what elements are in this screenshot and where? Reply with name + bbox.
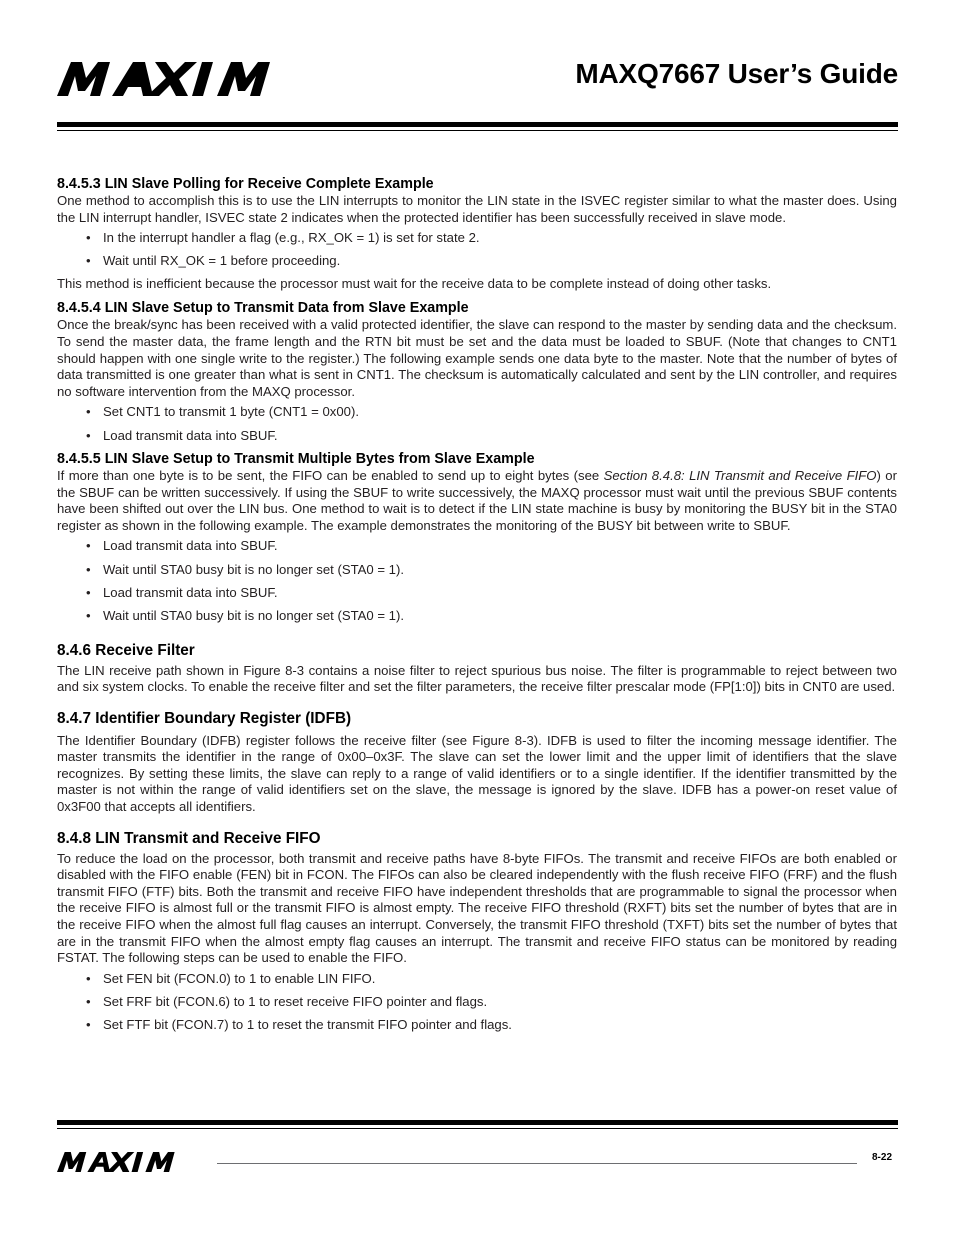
list-item-text: Wait until STA0 busy bit is no longer set (STA0 = 1).: [103, 561, 405, 577]
bullet-list: [57, 400, 897, 447]
section-heading-8-4-5-4: 8.4.5.4 LIN Slave Setup to Transmit Data from Slave Example: [57, 300, 469, 317]
list-item: [57, 1013, 897, 1036]
page-number: 8-22: [871, 1152, 892, 1163]
list-item-text: Load transmit data into SBUF.: [103, 427, 278, 443]
section-heading-8-4-6: 8.4.6 Receive Filter: [57, 641, 195, 659]
paragraph: [57, 468, 897, 534]
page-header: [57, 52, 898, 132]
footer-rule-thin: [57, 1128, 898, 1129]
section-heading-8-4-5-5: 8.4.5.5 LIN Slave Setup to Transmit Multiple Bytes from Slave Example: [57, 450, 535, 467]
footer-line: [217, 1163, 857, 1164]
page-footer: [57, 1120, 898, 1180]
list-item: [57, 424, 897, 447]
header-rule-thick: [57, 122, 898, 127]
paragraph-text: If more than one byte is to be sent, the FIFO can be enabled to send up to eight bytes (see: [57, 467, 604, 483]
section-heading-8-4-8: 8.4.8 LIN Transmit and Receive FIFO: [57, 829, 321, 847]
header-rule-thin: [57, 130, 898, 131]
paragraph: Once the break/sync has been received with a valid protected identifier, the slave can respond to the master by sending data and the checksum. To send the master data, the frame length and the RTN bit must be set and the data must be loaded to SBUF. (Note that changes to CNT1 should happen with one single write to the register.) The following example sends one data byte to the master. Note that the number of bytes of data transmitted is one greater than what is sent in CNT1. The checksum is automatically calculated and sent by the LIN controller, and requires no software intervention from the MAXQ processor.: [57, 317, 897, 399]
list-item: [57, 558, 897, 581]
list-item-text: Load transmit data into SBUF.: [103, 584, 278, 600]
list-item-text: Set FEN bit (FCON.0) to 1 to enable LIN FIFO.: [103, 970, 376, 986]
list-item: [57, 967, 897, 990]
page-content: [57, 176, 897, 1037]
list-item: [57, 226, 897, 249]
maxim-logo: [57, 62, 325, 96]
bullet-glyph: •: [86, 404, 91, 420]
bullet-glyph: •: [86, 427, 91, 443]
bullet-glyph: •: [86, 1017, 91, 1033]
section-reference: Section 8.4.8: LIN Transmit and Receive FIFO: [603, 467, 877, 483]
maxim-logo-footer: [57, 1152, 205, 1172]
bullet-glyph: •: [86, 608, 91, 624]
bullet-glyph: •: [86, 538, 91, 554]
list-item: [57, 604, 897, 627]
bullet-glyph: •: [86, 584, 91, 600]
list-item: [57, 581, 897, 604]
paragraph: One method to accomplish this is to use the LIN interrupts to monitor the LIN state in the ISVEC register similar to what the master does. Using the LIN interrupt handler, ISVEC state 2 indicates when the protected identifier has been successfully received in slave mode.: [57, 193, 897, 225]
paragraph: This method is inefficient because the processor must wait for the receive data to be complete instead of doing other tasks.: [57, 275, 772, 291]
list-item-text: Set FTF bit (FCON.7) to 1 to reset the transmit FIFO pointer and flags.: [103, 1017, 512, 1033]
list-item: [57, 400, 897, 423]
bullet-glyph: •: [86, 970, 91, 986]
list-item: [57, 249, 897, 272]
bullet-list: [57, 226, 897, 273]
bullet-list: [57, 534, 897, 627]
list-item-text: Set CNT1 to transmit 1 byte (CNT1 = 0x00).: [103, 404, 359, 420]
paragraph: To reduce the load on the processor, both transmit and receive paths have 8-byte FIFOs. The transmit and receive FIFOs are both enabled or disabled with the FIFO enable (FEN) bit in FCON. The FIFOs can also be cleared independently with the flush receive FIFO (FRF) and the flush transmit FIFO (FTF) bits. Both the transmit and receive FIFO have independent thresholds that are programmable to signal the processor when the receive FIFO is almost full or the transmit FIFO is almost empty. The receive FIFO threshold (RXFT) bits set the number of bytes that are in the receive FIFO when the almost full flag causes an interrupt. Conversely, the transmit FIFO threshold (TXFT) bits set the number of bytes that are in the transmit FIFO when the almost empty flag causes an interrupt. The transmit and receive FIFO status can be monitored by reading FSTAT. The following steps can be used to enable the FIFO.: [57, 850, 897, 966]
list-item: [57, 990, 897, 1013]
bullet-list: [57, 967, 897, 1037]
list-item-text: Load transmit data into SBUF.: [103, 538, 278, 554]
footer-rule-thick: [57, 1120, 898, 1125]
paragraph-text: ) or the SBUF can be written successively. If using the SBUF to write successively, the MAXQ processor must wait until the previous SBUF contents have been shifted out over the LIN bus. One method to wait is to detect if the LIN state machine is busy by monitoring the BUSY bit in the STA0 register as shown in the following example. The example demonstrates the monitoring of the BUSY bit between write to SBUF.: [57, 467, 897, 533]
bullet-glyph: •: [86, 994, 91, 1010]
maxim-logo-footer-text: MAXIM: [57, 1152, 59, 1154]
list-item-text: In the interrupt handler a flag (e.g., RX_OK = 1) is set for state 2.: [103, 230, 480, 246]
maxim-logo-text: MAXIM: [57, 62, 61, 63]
bullet-glyph: •: [86, 230, 91, 246]
bullet-glyph: •: [86, 561, 91, 577]
bullet-glyph: •: [86, 253, 91, 269]
section-heading-8-4-7: 8.4.7 Identifier Boundary Register (IDFB): [57, 709, 352, 727]
list-item-text: Wait until STA0 busy bit is no longer set (STA0 = 1).: [103, 608, 405, 624]
paragraph: The LIN receive path shown in Figure 8-3 contains a noise filter to reject spurious bus noise. The filter is programmable to reject between two and six system clocks. To enable the receive filter and set the filter parameters, the receive filter prescalar mode (FP[1:0]) bits in CNT0 are used.: [57, 662, 897, 695]
list-item-text: Set FRF bit (FCON.6) to 1 to reset receive FIFO pointer and flags.: [103, 994, 488, 1010]
list-item: [57, 534, 897, 557]
list-item-text: Wait until RX_OK = 1 before proceeding.: [103, 253, 341, 269]
section-heading-8-4-5-3: 8.4.5.3 LIN Slave Polling for Receive Complete Example: [57, 176, 434, 192]
paragraph: The Identifier Boundary (IDFB) register follows the receive filter (see Figure 8-3). IDFB is used to filter the incoming message identifier. The master transmits the identifier in the range of 0x00–0x3F. The slave can set the lower limit and the upper limit of identifiers that the slave recognizes. By setting these limits, the slave can reply to a range of valid identifiers or to a single identifier. If the identifier transmitted by the master is not within the range of valid identifiers set on the slave, the message is ignored by the slave. IDFB has a power-on reset value of 0x3F00 that accepts all identifiers.: [57, 732, 897, 815]
document-title: MAXQ7667 User’s Guide: [575, 58, 898, 89]
